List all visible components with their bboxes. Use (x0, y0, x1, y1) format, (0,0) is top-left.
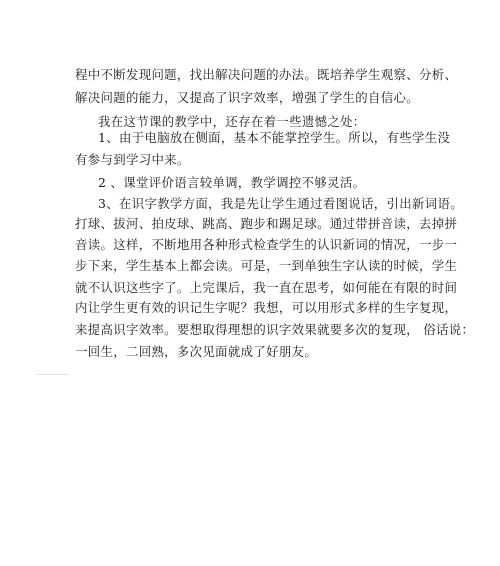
paragraph-line: 就不认识这些字了。上完课后，我一直在思考，如何能在有限的时间 (75, 280, 458, 295)
paragraph-line: 我在这节课的教学中，还存在着一些遗憾之处： (98, 114, 366, 129)
paragraph-line: 内让学生更有效的识记生字呢？我想，可以用形式多样的生字复现， (75, 300, 458, 315)
paragraph-line: 步下来，学生基本上都会读。可是，一到单独生字认读的时候，学生 (75, 258, 458, 273)
paragraph-line: 音读。这样，不断地用各种形式检查学生的认识新词的情况，一步一 (75, 237, 458, 252)
paragraph-line: 2 、课堂评价语言较单调，教学调控不够灵活。 (98, 175, 366, 190)
paragraph-line: 打球、拔河、拍皮球、跳高、跑步和踢足球。通过带拼音读，去掉拼 (75, 216, 458, 231)
paragraph-line: 来提高识字效率。要想取得理想的识字效果就要多次的复现， 俗话说： (75, 322, 475, 337)
paragraph-line: 1、由于电脑放在侧面，基本不能掌控学生。所以，有些学生没 (98, 130, 451, 145)
paragraph-line: 有参与到学习中来。 (75, 152, 190, 167)
paragraph-line: 3、在识字教学方面，我是先让学生通过看图说话，引出新词语。 (98, 196, 463, 211)
faint-rule (36, 374, 70, 375)
paragraph-line: 程中不断发现问题，找出解决问题的办法。既培养学生观察、分析、 (75, 67, 458, 82)
paragraph-line: 一回生，二回熟，多次见面就成了好朋友。 (75, 344, 318, 359)
paragraph-line: 解决问题的能力，又提高了识字效率，增强了学生的自信心。 (75, 90, 419, 105)
